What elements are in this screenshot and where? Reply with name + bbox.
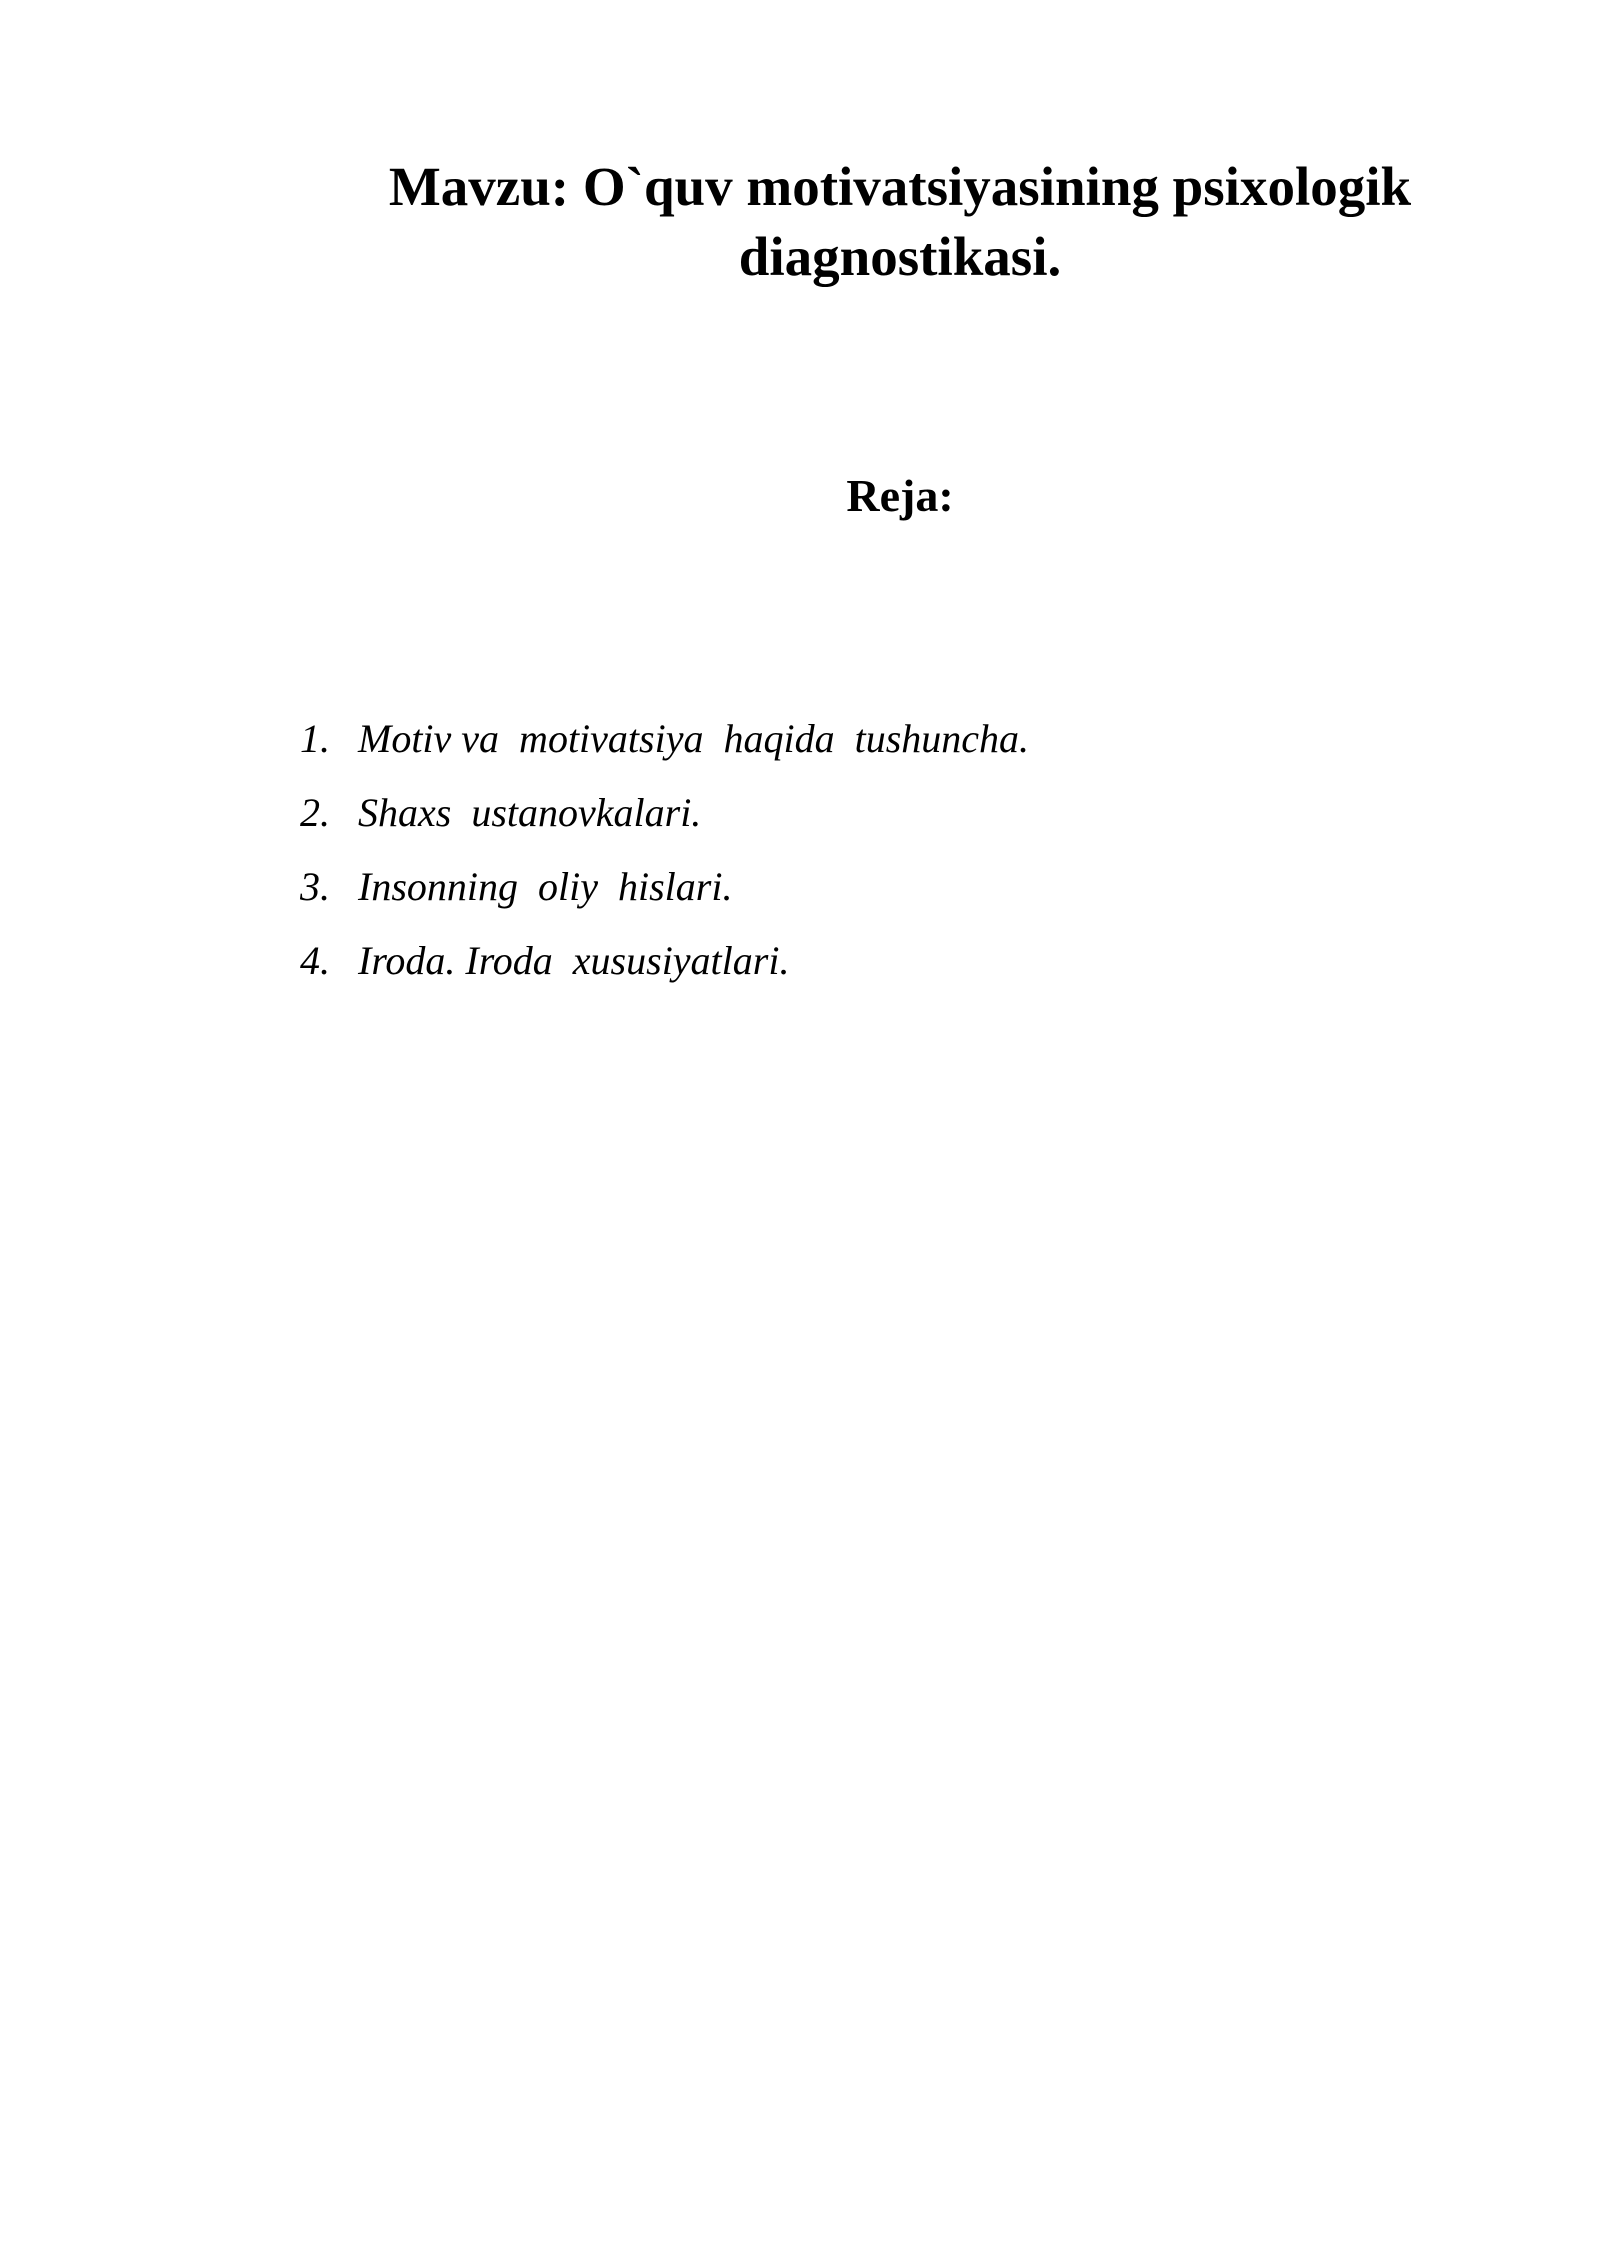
plan-item-text: Insonning oliy hislari. (358, 864, 733, 909)
plan-item-text: Motiv va motivatsiya haqida tushuncha. (358, 716, 1030, 761)
plan-item-3 (300, 850, 1029, 924)
plan-item-4 (300, 924, 1029, 998)
plan-item-2 (300, 776, 1029, 850)
plan-list (300, 702, 1029, 998)
title-line-2: diagnostikasi. (738, 226, 1062, 287)
plan-item-text: Iroda. Iroda xususiyatlari. (358, 938, 790, 983)
plan-item-1 (300, 702, 1029, 776)
plan-item-number: 2. (300, 790, 330, 835)
plan-heading: Reja: (846, 470, 954, 521)
title-line-1: Mavzu: O`quv motivatsiyasining psixologik (388, 156, 1412, 217)
plan-item-text: Shaxs ustanovkalari. (358, 790, 702, 835)
plan-item-number: 1. (300, 716, 330, 761)
plan-item-number: 3. (300, 864, 330, 909)
plan-item-number: 4. (300, 938, 330, 983)
document-title (300, 152, 1500, 292)
